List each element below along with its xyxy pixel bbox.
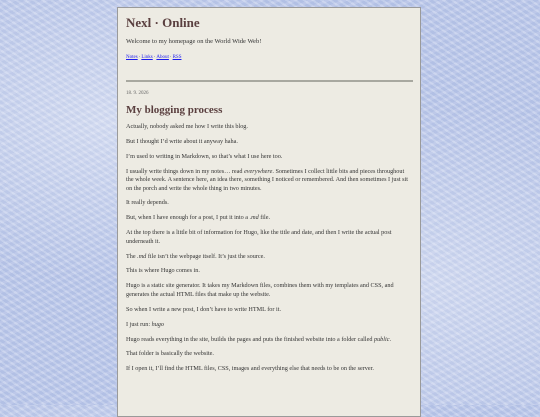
post-paragraph: I’m used to writing in Markdown, so that’s what I use here too. <box>126 152 283 160</box>
paragraph-text: . <box>389 335 391 343</box>
nav-link-rss[interactable]: RSS <box>172 55 182 60</box>
post-title: My blogging process <box>126 104 223 116</box>
emphasis-text: .md <box>137 252 147 260</box>
command-text: hugo <box>151 320 164 328</box>
post-paragraph: It really depends. <box>126 199 169 207</box>
nav-separator: · <box>153 55 156 60</box>
post-paragraph <box>126 336 412 344</box>
paragraph-text: The <box>126 252 138 260</box>
post-paragraph: Actually, nobody asked me how I write this blog. <box>126 123 248 130</box>
paragraph-text: file. <box>258 214 271 222</box>
post-paragraph: So when I write a new post, I don’t have to write HTML for it. <box>126 305 281 313</box>
paragraph-text: I usually write things down in my notes… read <box>126 167 245 175</box>
post-date: 18. 9. 2026 <box>126 91 149 96</box>
nav-separator: · <box>138 55 141 60</box>
post-paragraph: Hugo is a static site generator. It takes my Markdown files, combines them with my templates and CSS, and generates the actual HTML files that make up the website. <box>126 282 394 298</box>
nav-link-notes[interactable]: Notes <box>126 55 138 60</box>
post-paragraph <box>126 253 412 261</box>
site-tagline: Welcome to my homepage on the World Wide Web! <box>126 38 262 45</box>
post-paragraph: That folder is basically the website. <box>126 350 214 358</box>
nav-separator: · <box>169 55 172 60</box>
emphasis-text: public <box>373 335 390 343</box>
post-body <box>126 123 412 374</box>
paragraph-text: I just run: <box>126 320 152 328</box>
post-paragraph: At the top there is a little bit of information for Hugo, like the title and date, and then I write the actual post underneath it. <box>126 229 392 245</box>
post-paragraph: But I thought I’d write about it anyway haha. <box>126 137 238 145</box>
post-paragraph <box>126 321 412 329</box>
header-divider <box>126 80 413 82</box>
emphasis-text: everywhere <box>244 167 273 175</box>
post-paragraph <box>126 168 412 193</box>
paragraph-text: file isn’t the webpage itself. It’s just the source. <box>146 252 265 260</box>
emphasis-text: .md <box>249 214 259 222</box>
post-paragraph: If I open it, I’ll find the HTML files, CSS, images and everything else that needs to be on the server. <box>126 365 374 373</box>
nav-link-links[interactable]: Links <box>141 55 153 60</box>
post-paragraph: This is where Hugo comes in. <box>126 267 200 275</box>
page-container <box>117 7 421 417</box>
nav-link-about[interactable]: About <box>156 55 169 60</box>
paragraph-text: . Sometimes I collect little bits and pieces throughout the whole week. A sentence here, an idea there, something I noticed or remembered. And then sometimes I just sit on the porch and write the whole thing in two minutes. <box>126 167 408 192</box>
paragraph-text: But, when I have enough for a post, I put it into a <box>126 214 250 222</box>
site-title[interactable]: Nexl · Online <box>126 15 200 30</box>
site-nav <box>126 54 412 62</box>
paragraph-text: Hugo reads everything in the site, builds the pages and puts the finished website into a folder called <box>126 335 374 343</box>
post-paragraph <box>126 214 412 222</box>
